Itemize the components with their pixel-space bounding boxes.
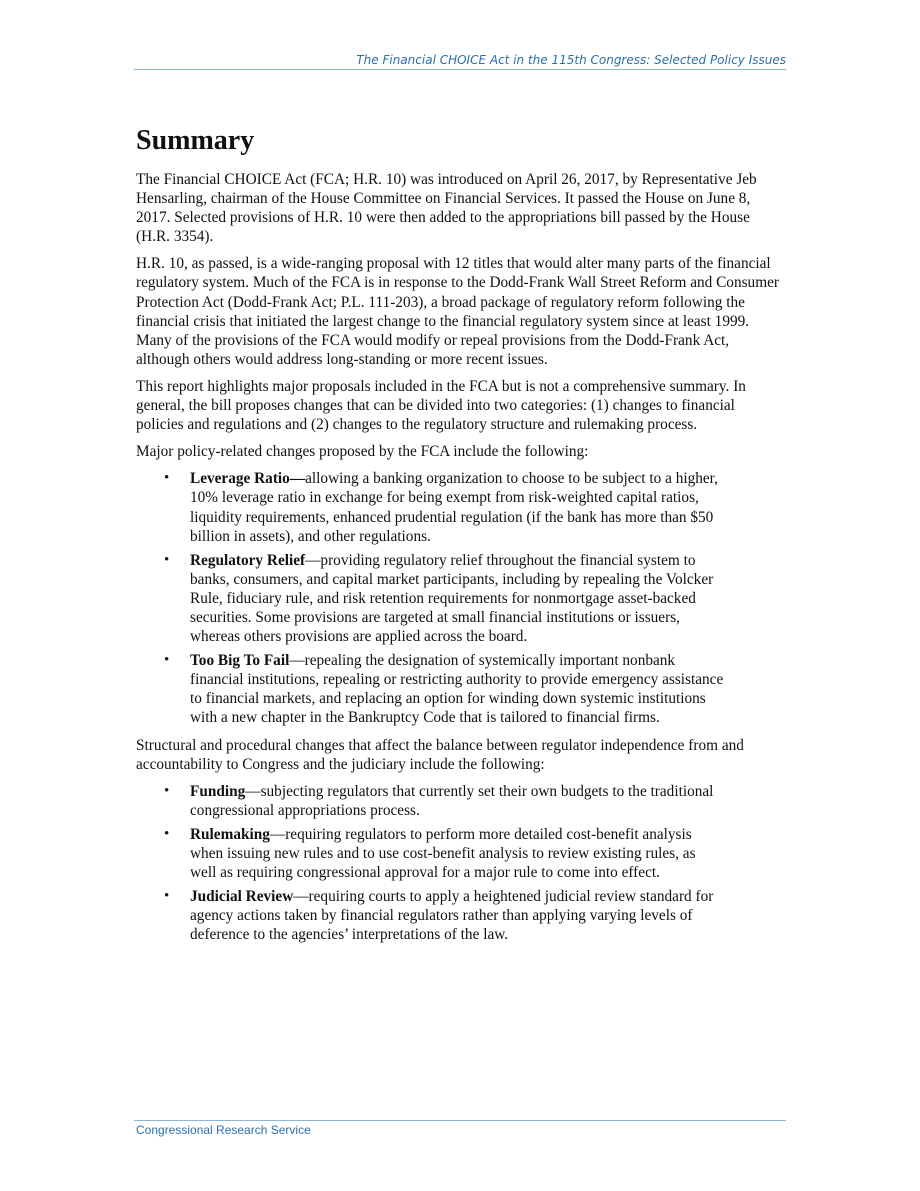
bullet-text: —providing regulatory relief throughout the financial system to banks, consumers, and capital market participants, including by repealing the Volcker Rule, fiduciary rule, and risk retention requirements for nonmortgage asset-backed securities. Some provisions are targeted at small financial institutions or issuers, whereas others provisions are applied across the board. [190,551,714,646]
structural-bullet-list [136,782,786,945]
summary-heading: Summary [136,125,255,156]
policy-bullet-list [136,469,786,727]
bullet-term: Rulemaking [190,825,270,843]
bullet-text: —requiring courts to apply a heightened judicial review standard for agency actions taken by financial regulators rather than applying varying levels of deference to the agencies’ interpretations of the law. [190,888,714,944]
summary-section [136,124,786,952]
bullet-icon: • [164,652,170,669]
paragraph-policy-intro: Major policy-related changes proposed by the FCA include the following: [136,443,589,461]
bullet-text: —subjecting regulators that currently set their own budgets to the traditional congressional appropriations process. [190,782,714,819]
bullet-term: Judicial Review [190,888,294,906]
bullet-icon: • [164,888,170,905]
bullet-icon: • [164,470,170,487]
bullet-term: Too Big To Fail [190,652,290,670]
footer-organization: Congressional Research Service [136,1123,311,1137]
bullet-funding [136,782,724,820]
running-header: The Financial CHOICE Act in the 115th Congress: Selected Policy Issues [356,53,786,67]
bullet-leverage-ratio [136,469,724,545]
paragraph-structural-intro: Structural and procedural changes that affect the balance between regulator independence from and accountability to Congress and the judiciary include the following: [136,736,744,773]
paragraph-scope: H.R. 10, as passed, is a wide-ranging proposal with 12 titles that would alter many parts of the financial regulatory system. Much of the FCA is in response to the Dodd-Frank Wall Street Reform and Consumer Protection Act (Dodd-Frank Act; P.L. 111-203), a broad package of regulatory reform following the financial crisis that initiated the largest change to the financial regulatory system since at least 1999. Many of the provisions of the FCA would modify or repeal provisions from the Dodd-Frank Act, although others would address long-standing or more recent issues. [136,255,779,368]
bullet-term: Regulatory Relief [190,551,306,569]
bullet-too-big-to-fail [136,651,724,727]
paragraph-highlights: This report highlights major proposals included in the FCA but is not a comprehensive summary. In general, the bill proposes changes that can be divided into two categories: (1) changes to financial policies and regulations and (2) changes to the regulatory structure and rulemaking process. [136,377,746,434]
bullet-regulatory-relief [136,551,724,646]
bullet-icon: • [164,782,170,799]
footer-rule [134,1120,786,1121]
paragraph-intro: The Financial CHOICE Act (FCA; H.R. 10) was introduced on April 26, 2017, by Representative Jeb Hensarling, chairman of the House Committee on Financial Services. It passed the House on June 8, 2017. Selected provisions of H.R. 10 were then added to the appropriations bill passed by the House (H.R. 3354). [136,171,757,246]
bullet-term: Leverage Ratio— [190,470,306,488]
bullet-rulemaking [136,825,724,882]
bullet-icon: • [164,825,170,842]
bullet-text: allowing a banking organization to choose to be subject to a higher, 10% leverage ratio in exchange for being exempt from risk-weighted capital ratios, liquidity requirements, enhanced prudential regulation (if the bank has more than $50 billion in assets), and other regulations. [190,470,718,545]
bullet-text: —requiring regulators to perform more detailed cost-benefit analysis when issuing new rules and to use cost-benefit analysis to review existing rules, as well as requiring congressional approval for a major rule to come into effect. [190,825,696,882]
header-rule [134,69,786,70]
bullet-icon: • [164,551,170,568]
bullet-term: Funding [190,782,246,800]
bullet-judicial-review [136,887,724,944]
bullet-text: —repealing the designation of systemically important nonbank financial institutions, repealing or restricting authority to provide emergency assistance to financial markets, and replacing an option for winding down systemic institutions with a new chapter in the Bankruptcy Code that is tailored to financial firms. [190,652,724,727]
